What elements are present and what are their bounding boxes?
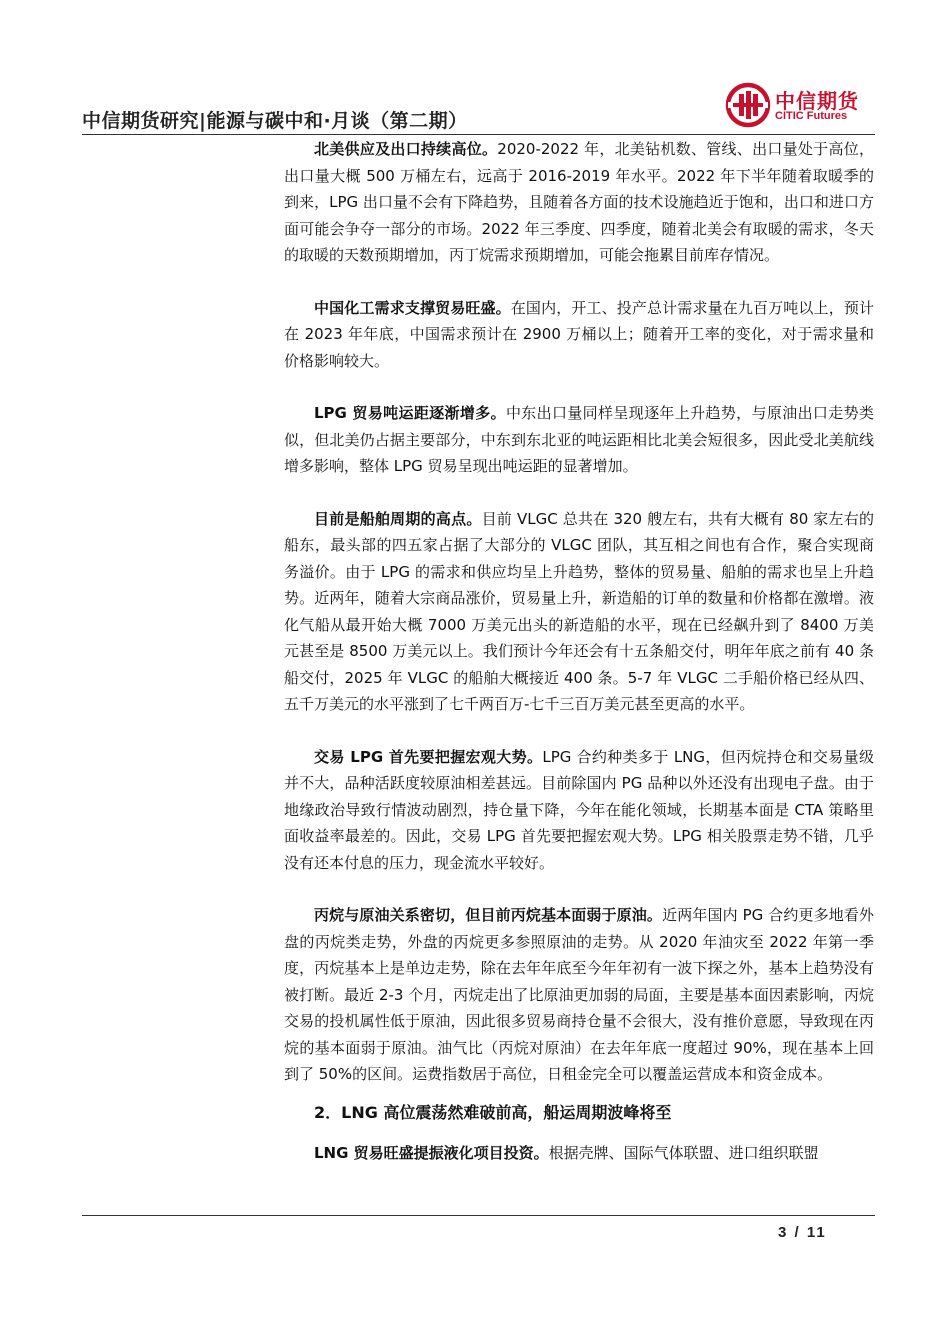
paragraph-propane-vs-crude (284, 902, 874, 1088)
paragraph-lpg-trading-macro (284, 744, 874, 877)
paragraph-text: 在国内，开工、投产总计需求量在九百万吨以上，预计在 2023 年年底，中国需求预计在 2900 万桶以上；随着开工率的变化，对于需求量和价格影响较大。 (284, 298, 874, 370)
paragraph-text: 中东出口量同样呈现逐年上升趋势，与原油出口走势类似，但北美仍占据主要部分，中东到东北亚的吨运距相比北美会短很多，因此受北美航线增多影响，整体 LPG 贸易呈现出吨运距的显著增加。 (284, 404, 874, 475)
paragraph-china-chemical-demand (284, 295, 874, 375)
paragraph-lead: 交易 LPG 首先要把握宏观大势。 (314, 747, 543, 766)
paragraph-shipping-cycle (284, 506, 874, 718)
report-body (284, 136, 874, 1192)
paragraph-text: 2020-2022 年，北美钻机数、管线、出口量处于高位，出口量大概 500 万桶左右，远高于 2016-2019 年水平。2022 年下半年随着取暖季的到来，LPG 出口量不会有下降趋势，且随着各方面的技术设施趋近于饱和，出口和进口方面可能会争夺一部分的市场。2022 年三季度、四季度，随着北美会有取暖的需求，冬天的取暖的天数预期增加，丙丁烷需求预期增加，可能会拖累目前库存情况。 (284, 140, 874, 264)
paragraph-lead: 目前是船舶周期的高点。 (314, 509, 482, 528)
page-number: 3 / 11 (778, 1224, 827, 1241)
citic-logo-icon (725, 82, 771, 128)
paragraph-text: 近两年国内 PG 合约更多地看外盘的丙烷类走势，外盘的丙烷更多参照原油的走势。从 2020 年油灾至 2022 年第一季度，丙烷基本上是单边走势，除在去年年底至今年年初有一波下探之外，基本上趋势没有被打断。最近 2-3 个月，丙烷走出了比原油更加弱的局面，主要是基本面因素影响，丙烷交易的投机属性低于原油，因此很多贸易商持仓量不会很大，没有推价意愿，导致现在丙烷的基本面弱于原油。油气比（丙烷对原油）在去年年底一度超过 90%，现在基本上回到了 50%的区间。运费指数居于高位，日租金完全可以覆盖运营成本和资金成本。 (284, 906, 874, 1083)
paragraph-lead: 中国化工需求支撑贸易旺盛。 (314, 298, 511, 317)
paragraph-lead: LNG 贸易旺盛提振液化项目投资。 (314, 1143, 549, 1162)
paragraph-lng-trade (284, 1140, 874, 1167)
paragraph-text: 目前 VLGC 总共在 320 艘左右，共有大概有 80 家左右的船东，最头部的四五家占据了大部分的 VLGC 团队，其互相之间也有合作，聚合实现商务溢价。由于 LPG 的需求和供应均呈上升趋势，整体的贸易量、船舶的需求也呈上升趋势。近两年，随着大宗商品涨价，贸易量上升，新造船的订单的数量和价格都在激增。液化气船从最开始大概 7000 万美元出头的新造船的水平，现在已经飙升到了 8400 万美元甚至是 8500 万美元以上。我们预计今年还会有十五条船交付，明年年底之前有 40 条船交付，2025 年 VLGC 的船舶大概接近 400 条。5-7 年 VLGC 二手船价格已经从四、五千万美元的水平涨到了七千两百万-七千三百万美元甚至更高的水平。 (284, 509, 874, 713)
citic-futures-logo (725, 82, 875, 128)
section-heading-lng: 2．LNG 高位震荡然难破前高，船运周期波峰将至 (314, 1102, 672, 1122)
paragraph-lead: 北美供应及出口持续高位。 (314, 140, 498, 158)
logo-english-name: CITIC Futures (775, 110, 848, 122)
paragraph-lead: 丙烷与原油关系密切，但目前丙烷基本面弱于原油。 (314, 906, 663, 924)
header-divider (82, 134, 875, 135)
paragraph-lpg-ton-mile (284, 400, 874, 480)
paragraph-north-america-supply (284, 136, 874, 269)
logo-chinese-name: 中信期货 (775, 89, 859, 113)
paragraph-lead: LPG 贸易吨运距逐渐增多。 (314, 404, 506, 422)
paragraph-text: 根据壳牌、国际气体联盟、进口组织联盟 (548, 1143, 819, 1162)
paragraph-text: LPG 合约种类多于 LNG，但丙烷持仓和交易量级并不大，品种活跃度较原油相差甚远。目前除国内 PG 品种以外还没有出现电子盘。由于地缘政治导致行情波动剧烈，持仓量下降，今年在能化领域，长期基本面是 CTA 策略里面收益率最差的。因此，交易 LPG 首先要把握宏观大势。LPG 相关股票走势不错，几乎没有还本付息的压力，现金流水平较好。 (284, 747, 875, 872)
footer-divider (82, 1215, 875, 1216)
report-header-title: 中信期货研究|能源与碳中和·月谈（第二期） (82, 110, 468, 132)
